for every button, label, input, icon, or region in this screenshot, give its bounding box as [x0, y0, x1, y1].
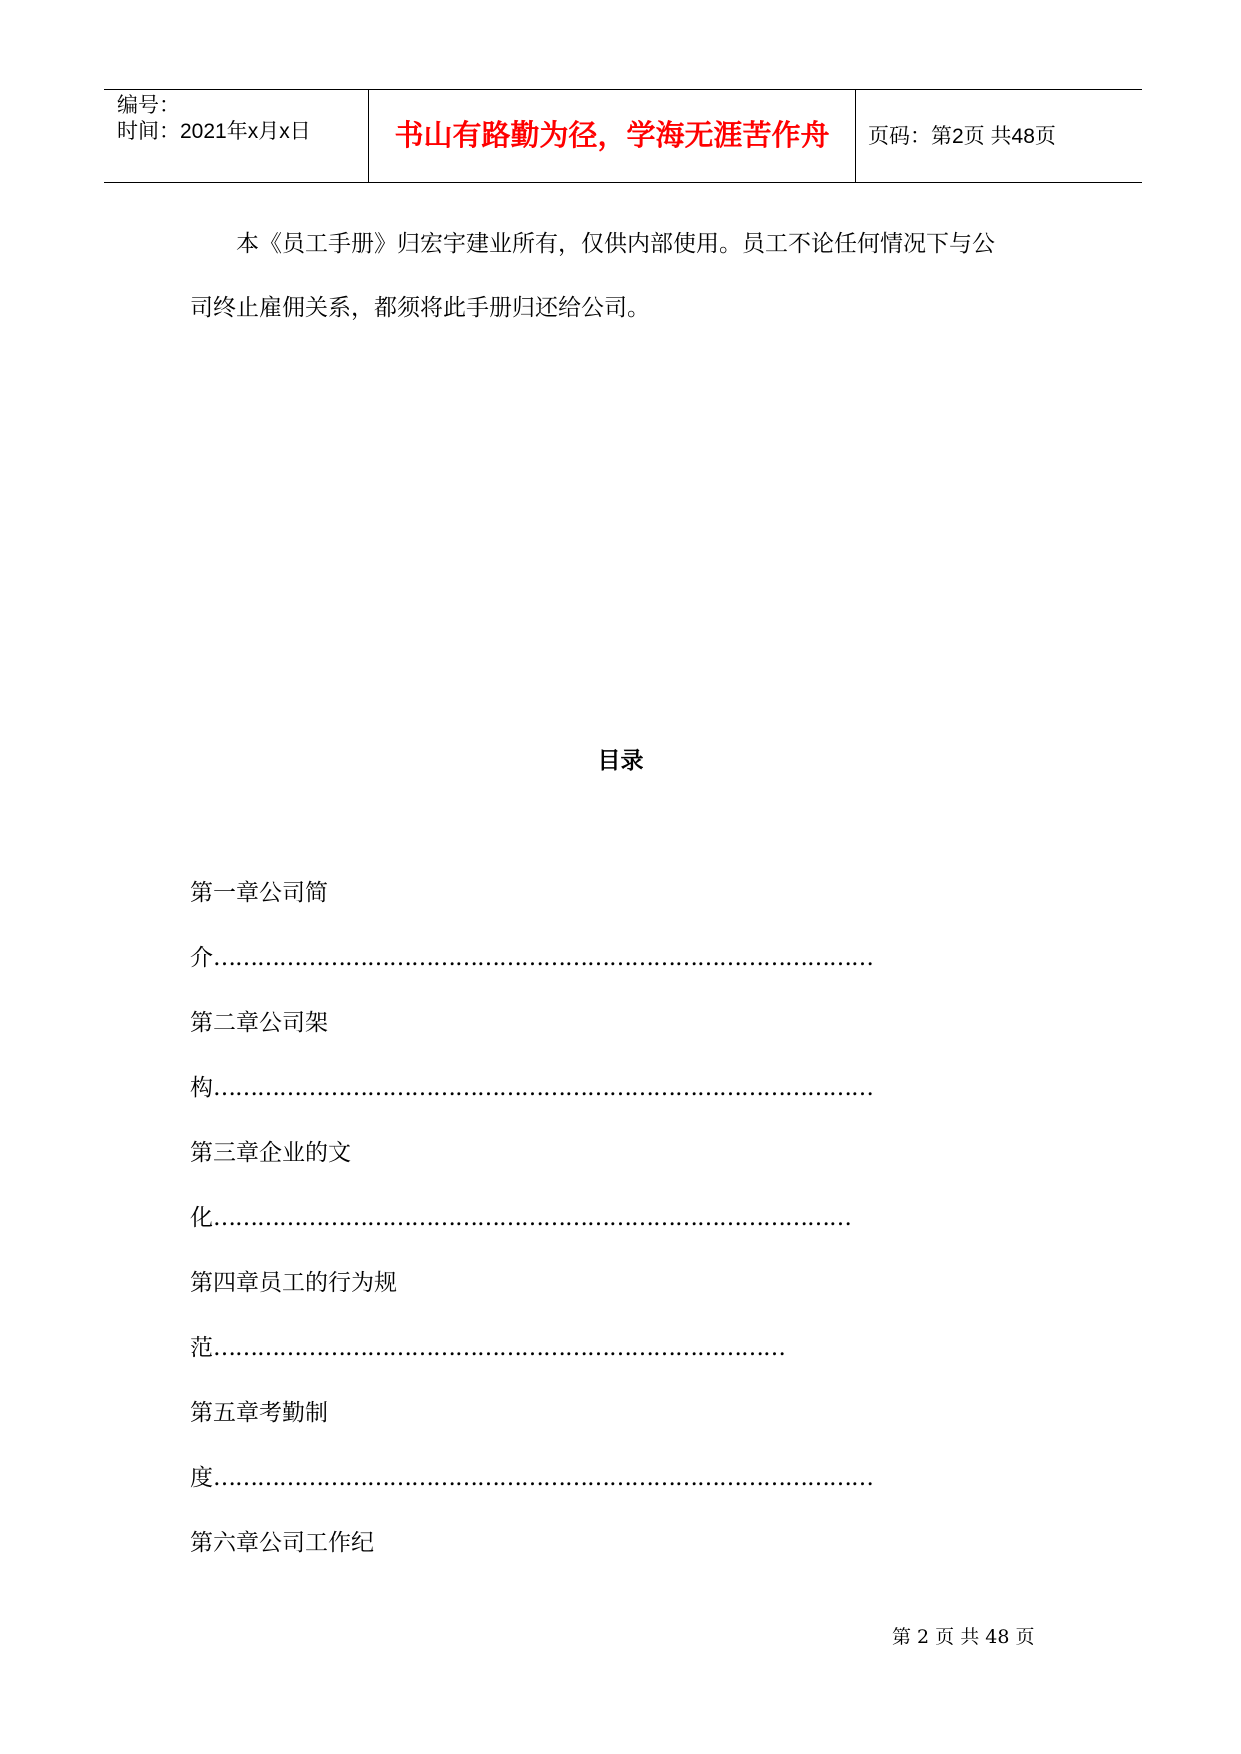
header-meta-cell — [104, 90, 369, 182]
header-motto: 书山有路勤为径，学海无涯苦作舟 — [394, 118, 830, 152]
intro-paragraph — [190, 212, 1070, 340]
toc-entry-head: 第五章考勤制 — [190, 1400, 328, 1426]
header-motto-cell — [369, 90, 856, 182]
toc-entry-tail-text: 构 — [190, 1075, 213, 1101]
table-of-contents — [190, 877, 990, 1657]
toc-entry-tail — [190, 1202, 990, 1267]
toc-entry-tail-text: 化 — [190, 1205, 213, 1231]
header-page-code: 页码：第2页 共48页 — [868, 125, 1056, 148]
toc-entry[interactable] — [190, 1397, 990, 1527]
toc-entry-tail-text: 范 — [190, 1335, 213, 1361]
toc-entry[interactable] — [190, 1267, 990, 1397]
toc-entry-head: 第四章员工的行为规 — [190, 1270, 397, 1296]
toc-entry[interactable] — [190, 1007, 990, 1137]
page-header — [104, 89, 1142, 183]
toc-entry-tail-text: 介 — [190, 945, 213, 971]
toc-title: 目录 — [597, 748, 644, 774]
toc-entry-head: 第二章公司架 — [190, 1010, 328, 1036]
intro-line-2: 司终止雇佣关系，都须将此手册归还给公司。 — [190, 295, 650, 321]
document-time-label: 时间：2021年x月x日 — [117, 120, 311, 143]
header-page-cell — [856, 90, 1142, 182]
toc-leader-dots: ……………………………………………………………………………… — [213, 1075, 873, 1101]
page-footer: 第 2 页 共 48 页 — [892, 1626, 1035, 1648]
toc-entry-tail — [190, 1462, 990, 1527]
toc-entry-tail — [190, 942, 990, 1007]
toc-entry-tail — [190, 1332, 990, 1397]
toc-entry-tail-text: 度 — [190, 1465, 213, 1491]
toc-entry[interactable] — [190, 1137, 990, 1267]
toc-entry-head: 第三章企业的文 — [190, 1140, 351, 1166]
toc-leader-dots: ……………………………………………………………………………… — [213, 1465, 873, 1491]
toc-entry-head: 第六章公司工作纪 — [190, 1530, 374, 1556]
toc-entry[interactable] — [190, 877, 990, 1007]
toc-leader-dots: …………………………………………………………………… — [213, 1335, 785, 1361]
toc-entry-tail — [190, 1072, 990, 1137]
toc-entry-head: 第一章公司简 — [190, 880, 328, 906]
document-number-label: 编号： — [117, 94, 180, 117]
toc-leader-dots: …………………………………………………………………………… — [213, 1205, 851, 1231]
intro-line-1: 本《员工手册》归宏宇建业所有，仅供内部使用。员工不论任何情况下与公 — [236, 231, 995, 257]
toc-leader-dots: ……………………………………………………………………………… — [213, 945, 873, 971]
toc-entry[interactable] — [190, 1527, 990, 1657]
